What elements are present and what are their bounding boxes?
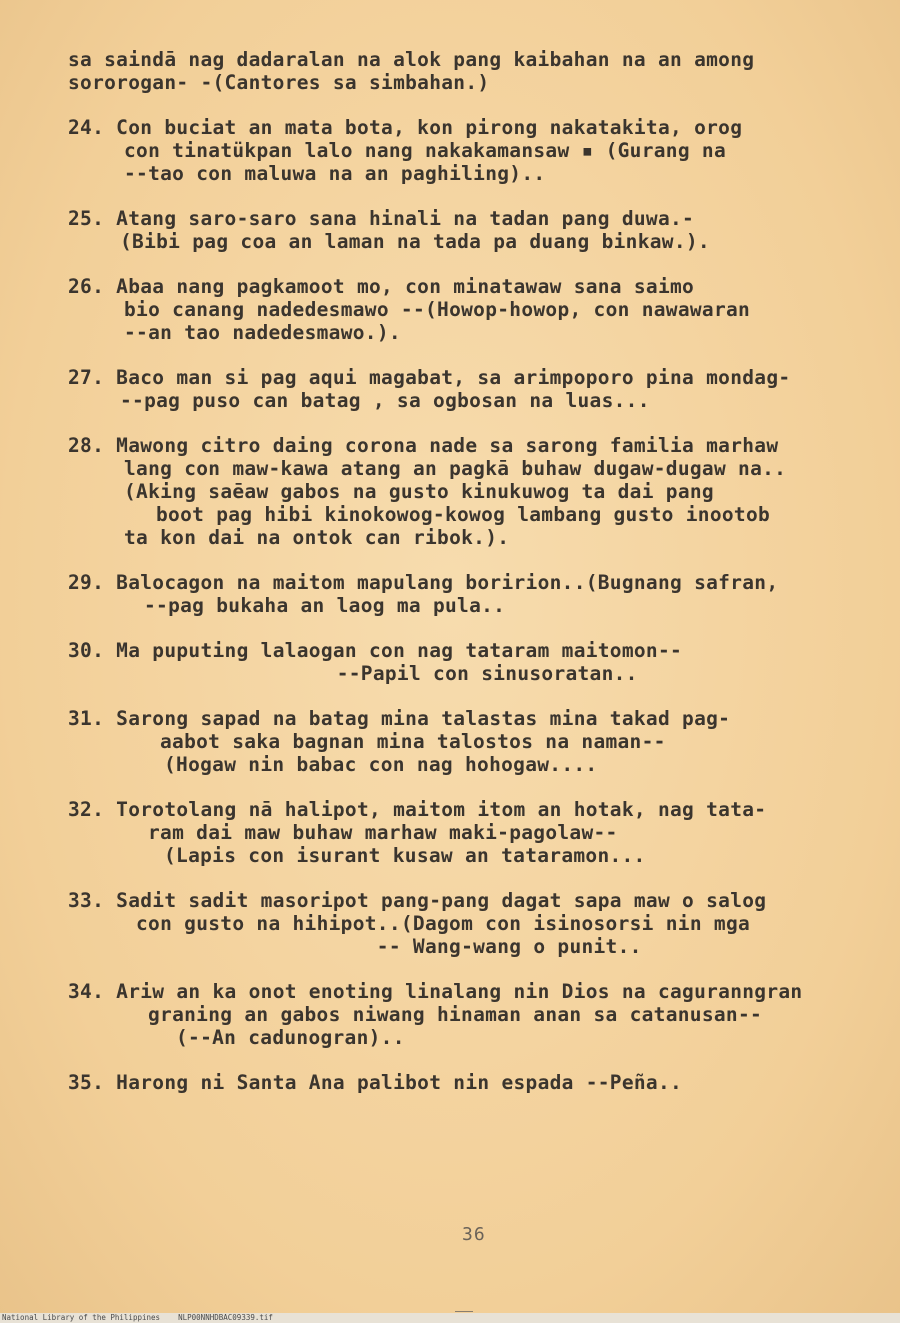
riddle-line: --Papil con sinusoratan.. bbox=[120, 662, 638, 685]
riddle-33 bbox=[68, 889, 868, 958]
typewritten-text bbox=[68, 48, 868, 1094]
riddle-line: ram dai maw buhaw marhaw maki-pagolaw-- bbox=[148, 821, 618, 844]
riddle-32 bbox=[68, 798, 868, 867]
riddle-line: ta kon dai na ontok can ribok.). bbox=[124, 526, 510, 549]
riddle-line: con tinatükpan lalo nang nakakamansaw ▪ (Gurang na bbox=[124, 139, 726, 162]
intro-paragraph bbox=[68, 48, 868, 94]
riddle-line: lang con maw-kawa atang an pagkā buhaw dugaw-dugaw na.. bbox=[124, 457, 787, 480]
riddle-line: 28. Mawong citro daing corona nade sa sarong familia marhaw bbox=[68, 434, 779, 457]
riddle-line: 25. Atang saro-saro sana hinali na tadan pang duwa.- bbox=[68, 207, 695, 230]
riddle-27 bbox=[68, 366, 868, 412]
riddle-line: --pag bukaha an laog ma pula.. bbox=[144, 594, 506, 617]
riddle-26 bbox=[68, 275, 868, 344]
riddle-35 bbox=[68, 1071, 868, 1094]
riddle-line: 33. Sadit sadit masoripot pang-pang dagat sapa maw o salog bbox=[68, 889, 767, 912]
riddle-line: -- Wang-wang o punit.. bbox=[136, 935, 642, 958]
riddle-line: (Hogaw nin babac con nag hohogaw.... bbox=[164, 753, 598, 776]
riddle-line: 31. Sarong sapad na batag mina talastas mina takad pag- bbox=[68, 707, 731, 730]
riddle-29 bbox=[68, 571, 868, 617]
riddle-28 bbox=[68, 434, 868, 549]
riddle-line: --an tao nadedesmawo.). bbox=[124, 321, 401, 344]
riddle-30 bbox=[68, 639, 868, 685]
riddle-line: boot pag hibi kinokowog-kowog lambang gusto inootob bbox=[156, 503, 771, 526]
riddle-line: 27. Baco man si pag aqui magabat, sa arimpoporo pina mondag- bbox=[68, 366, 791, 389]
riddle-line: (Lapis con isurant kusaw an tataramon... bbox=[164, 844, 646, 867]
riddle-31 bbox=[68, 707, 868, 776]
footer-text: National Library of the Philippines NLP00NNHDBAC09339.tif bbox=[2, 1313, 273, 1322]
riddle-line: 26. Abaa nang pagkamoot mo, con minatawaw sana saimo bbox=[68, 275, 695, 298]
riddle-line: con gusto na hihipot..(Dagom con isinosorsi nin mga bbox=[136, 912, 751, 935]
riddle-line: 35. Harong ni Santa Ana palibot nin espada --Peña.. bbox=[68, 1071, 683, 1094]
riddle-line: aabot saka bagnan mina talostos na naman-- bbox=[160, 730, 666, 753]
riddle-25 bbox=[68, 207, 868, 253]
riddle-line: 29. Balocagon na maitom mapulang boririon..(Bugnang safran, bbox=[68, 571, 779, 594]
riddle-line: bio canang nadedesmawo --(Howop-howop, con nawawaran bbox=[124, 298, 751, 321]
riddle-line: graning an gabos niwang hinaman anan sa catanusan-- bbox=[148, 1003, 763, 1026]
riddle-line: 32. Torotolang nā halipot, maitom itom an hotak, nag tata- bbox=[68, 798, 767, 821]
riddle-line: (--An cadunogran).. bbox=[176, 1026, 405, 1049]
riddle-24 bbox=[68, 116, 868, 185]
riddle-line: --tao con maluwa na an paghiling).. bbox=[124, 162, 546, 185]
riddle-line: 24. Con buciat an mata bota, kon pirong nakatakita, orog bbox=[68, 116, 743, 139]
riddle-line: 30. Ma puputing lalaogan con nag tataram maitomon-- bbox=[68, 639, 683, 662]
intro-line: sororogan- -(Cantores sa simbahan.) bbox=[68, 71, 490, 94]
riddle-line: (Aking saēaw gabos na gusto kinukuwog ta dai pang bbox=[124, 480, 714, 503]
page-number: 36 bbox=[462, 1224, 486, 1245]
riddle-line: 34. Ariw an ka onot enoting linalang nin Dios na caguranngran bbox=[68, 980, 803, 1003]
riddle-line: (Bibi pag coa an laman na tada pa duang binkaw.). bbox=[120, 230, 710, 253]
footer-strip bbox=[0, 1313, 900, 1323]
riddle-34 bbox=[68, 980, 868, 1049]
riddle-line: --pag puso can batag , sa ogbosan na luas... bbox=[120, 389, 650, 412]
intro-line: sa saindā nag dadaralan na alok pang kaibahan na an among bbox=[68, 48, 755, 71]
